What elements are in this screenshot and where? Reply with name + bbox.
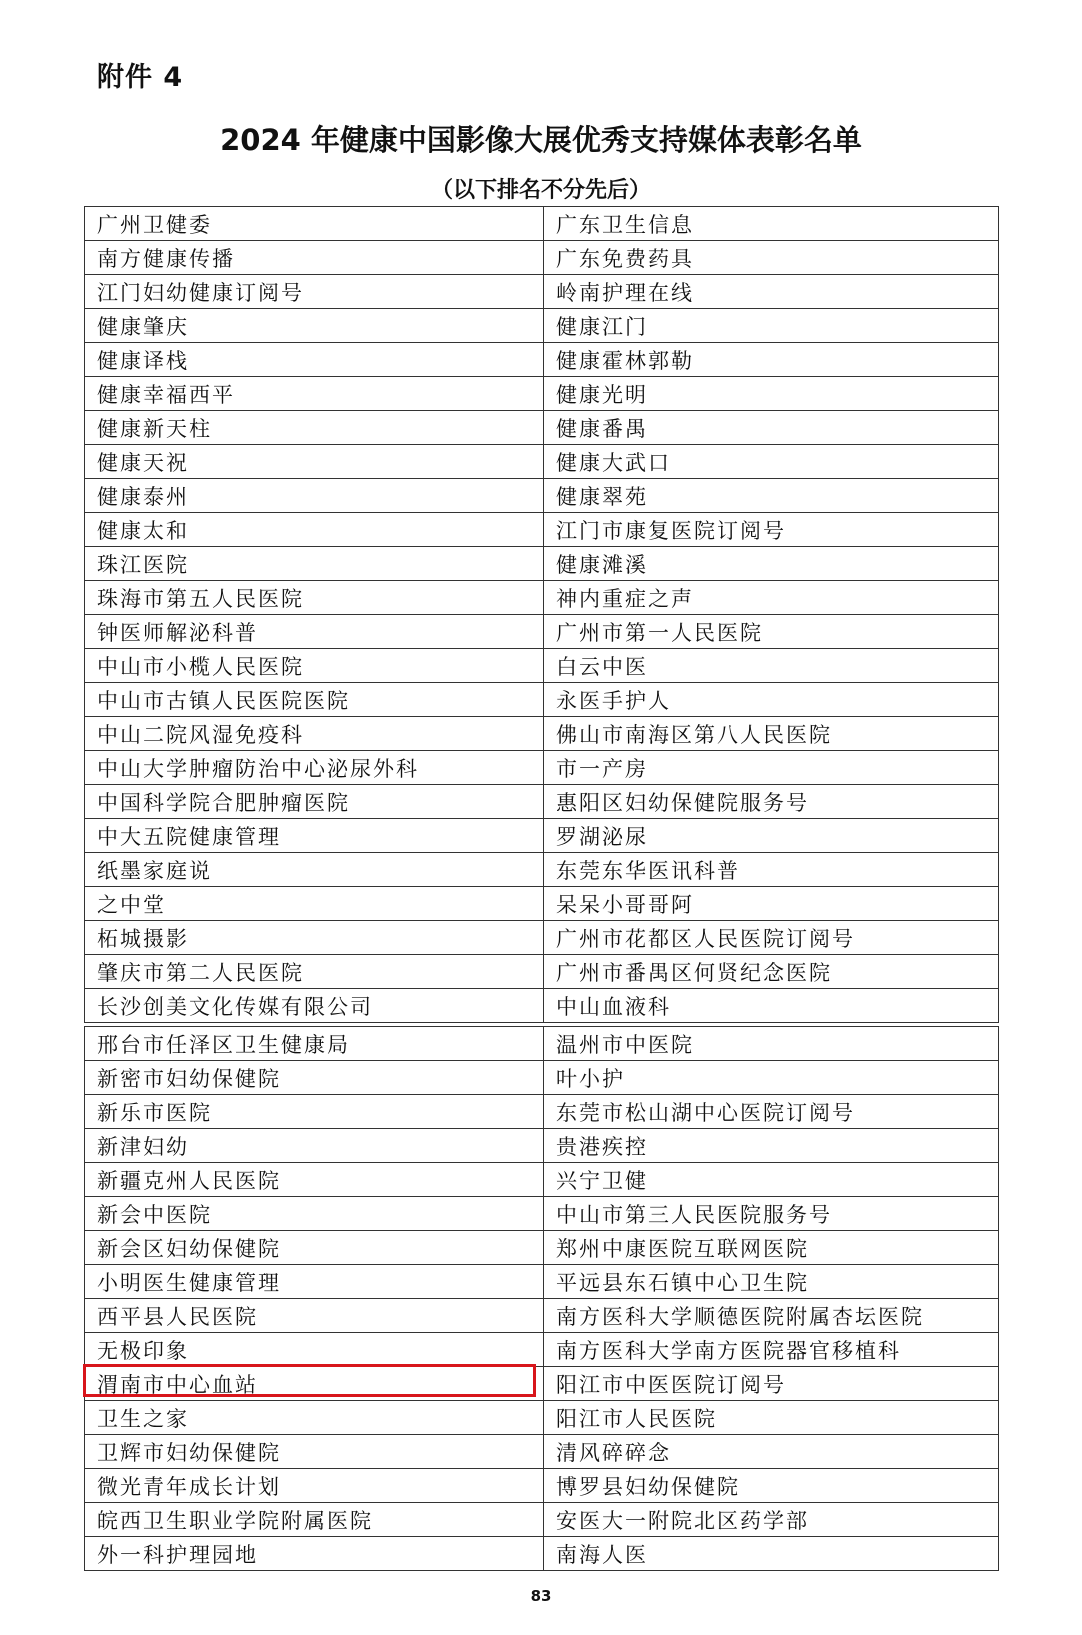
table-row [85, 819, 999, 853]
table-row [85, 1299, 999, 1333]
media-name-right: 平远县东石镇中心卫生院 [544, 1265, 999, 1299]
table-row [85, 615, 999, 649]
media-name-left: 之中堂 [85, 887, 544, 921]
table-row [85, 1163, 999, 1197]
table-row [85, 1197, 999, 1231]
media-name-right: 健康霍林郭勒 [544, 343, 999, 377]
media-name-right: 东莞市松山湖中心医院订阅号 [544, 1095, 999, 1129]
media-name-right: 广东卫生信息 [544, 207, 999, 241]
media-name-right: 博罗县妇幼保健院 [544, 1469, 999, 1503]
media-name-left: 健康太和 [85, 513, 544, 547]
media-name-left: 中山市古镇人民医院医院 [85, 683, 544, 717]
media-name-left: 渭南市中心血站 [85, 1367, 544, 1401]
media-name-left: 健康新天柱 [85, 411, 544, 445]
highlight-box [83, 1364, 536, 1397]
media-name-left: 卫辉市妇幼保健院 [85, 1435, 544, 1469]
table-row [85, 1129, 999, 1163]
media-name-left: 小明医生健康管理 [85, 1265, 544, 1299]
table-row [85, 1061, 999, 1095]
media-list-table-page-2 [84, 1026, 999, 1571]
media-name-left: 中山市小榄人民医院 [85, 649, 544, 683]
table-row [85, 1095, 999, 1129]
media-name-left: 中山二院风湿免疫科 [85, 717, 544, 751]
media-name-left: 中大五院健康管理 [85, 819, 544, 853]
media-name-left: 纸墨家庭说 [85, 853, 544, 887]
media-name-left: 卫生之家 [85, 1401, 544, 1435]
media-name-left: 珠江医院 [85, 547, 544, 581]
media-name-left: 江门妇幼健康订阅号 [85, 275, 544, 309]
table-row [85, 445, 999, 479]
media-name-left: 外一科护理园地 [85, 1537, 544, 1571]
table-row [85, 921, 999, 955]
media-name-right: 兴宁卫健 [544, 1163, 999, 1197]
table-row [85, 581, 999, 615]
media-name-right: 南方医科大学南方医院器官移植科 [544, 1333, 999, 1367]
table-row [85, 955, 999, 989]
media-name-right: 罗湖泌尿 [544, 819, 999, 853]
media-name-left: 新乐市医院 [85, 1095, 544, 1129]
table-row [85, 1333, 999, 1367]
media-name-left: 新津妇幼 [85, 1129, 544, 1163]
table-row [85, 513, 999, 547]
table-row [85, 1265, 999, 1299]
media-name-right: 健康江门 [544, 309, 999, 343]
table-row [85, 275, 999, 309]
media-name-left: 新会中医院 [85, 1197, 544, 1231]
media-name-left: 健康译栈 [85, 343, 544, 377]
media-name-left: 健康肇庆 [85, 309, 544, 343]
media-name-right: 南方医科大学顺德医院附属杏坛医院 [544, 1299, 999, 1333]
media-name-right: 阳江市中医医院订阅号 [544, 1367, 999, 1401]
table-row [85, 1469, 999, 1503]
media-name-right: 东莞东华医讯科普 [544, 853, 999, 887]
media-name-right: 呆呆小哥哥阿 [544, 887, 999, 921]
media-name-right: 健康光明 [544, 377, 999, 411]
media-name-right: 广东免费药具 [544, 241, 999, 275]
table-row [85, 479, 999, 513]
media-name-left: 柘城摄影 [85, 921, 544, 955]
media-name-left: 微光青年成长计划 [85, 1469, 544, 1503]
table-row [85, 887, 999, 921]
table-row [85, 683, 999, 717]
table-row [85, 1503, 999, 1537]
table-row [85, 649, 999, 683]
media-name-left: 无极印象 [85, 1333, 544, 1367]
document-title: 2024 年健康中国影像大展优秀支持媒体表彰名单 [220, 123, 862, 157]
media-name-left: 健康泰州 [85, 479, 544, 513]
media-name-left: 珠海市第五人民医院 [85, 581, 544, 615]
media-name-left: 新疆克州人民医院 [85, 1163, 544, 1197]
media-name-left: 新会区妇幼保健院 [85, 1231, 544, 1265]
media-name-left: 健康天祝 [85, 445, 544, 479]
table-row [85, 1537, 999, 1571]
media-name-right: 健康翠苑 [544, 479, 999, 513]
media-name-right: 健康滩溪 [544, 547, 999, 581]
table-row [85, 989, 999, 1023]
media-name-right: 中山市第三人民医院服务号 [544, 1197, 999, 1231]
table-row [85, 343, 999, 377]
table-row [85, 1231, 999, 1265]
table-row [85, 1027, 999, 1061]
media-name-right: 广州市花都区人民医院订阅号 [544, 921, 999, 955]
media-list-table-page-1 [84, 206, 999, 1023]
media-name-left: 西平县人民医院 [85, 1299, 544, 1333]
media-name-left: 钟医师解泌科普 [85, 615, 544, 649]
media-name-right: 永医手护人 [544, 683, 999, 717]
table-row [85, 207, 999, 241]
media-name-right: 广州市番禺区何贤纪念医院 [544, 955, 999, 989]
table-row [85, 717, 999, 751]
media-name-right: 阳江市人民医院 [544, 1401, 999, 1435]
table-row [85, 547, 999, 581]
media-name-right: 惠阳区妇幼保健院服务号 [544, 785, 999, 819]
media-name-right: 叶小护 [544, 1061, 999, 1095]
media-name-left: 皖西卫生职业学院附属医院 [85, 1503, 544, 1537]
media-name-right: 神内重症之声 [544, 581, 999, 615]
media-name-right: 温州市中医院 [544, 1027, 999, 1061]
table-row [85, 785, 999, 819]
media-name-left: 中国科学院合肥肿瘤医院 [85, 785, 544, 819]
table-row [85, 377, 999, 411]
media-name-left: 广州卫健委 [85, 207, 544, 241]
media-name-left: 长沙创美文化传媒有限公司 [85, 989, 544, 1023]
media-name-right: 市一产房 [544, 751, 999, 785]
table-row [85, 309, 999, 343]
media-name-right: 佛山市南海区第八人民医院 [544, 717, 999, 751]
table-row [85, 1435, 999, 1469]
media-name-left: 新密市妇幼保健院 [85, 1061, 544, 1095]
page-number: 83 [530, 1587, 552, 1605]
media-name-left: 健康幸福西平 [85, 377, 544, 411]
media-name-right: 岭南护理在线 [544, 275, 999, 309]
media-name-left: 南方健康传播 [85, 241, 544, 275]
media-name-right: 清风碎碎念 [544, 1435, 999, 1469]
table-row [85, 751, 999, 785]
media-name-right: 南海人医 [544, 1537, 999, 1571]
media-name-right: 广州市第一人民医院 [544, 615, 999, 649]
media-name-left: 中山大学肿瘤防治中心泌尿外科 [85, 751, 544, 785]
table-row [85, 411, 999, 445]
media-name-right: 中山血液科 [544, 989, 999, 1023]
media-name-left: 肇庆市第二人民医院 [85, 955, 544, 989]
table-row [85, 241, 999, 275]
media-name-left: 邢台市任泽区卫生健康局 [85, 1027, 544, 1061]
media-name-right: 安医大一附院北区药学部 [544, 1503, 999, 1537]
media-name-right: 健康番禺 [544, 411, 999, 445]
document-subtitle: （以下排名不分先后） [430, 178, 651, 203]
media-name-right: 贵港疾控 [544, 1129, 999, 1163]
table-row [85, 1401, 999, 1435]
table-row [85, 853, 999, 887]
media-name-right: 白云中医 [544, 649, 999, 683]
attachment-label: 附件 4 [97, 62, 184, 93]
media-name-right: 郑州中康医院互联网医院 [544, 1231, 999, 1265]
media-name-right: 健康大武口 [544, 445, 999, 479]
media-name-right: 江门市康复医院订阅号 [544, 513, 999, 547]
